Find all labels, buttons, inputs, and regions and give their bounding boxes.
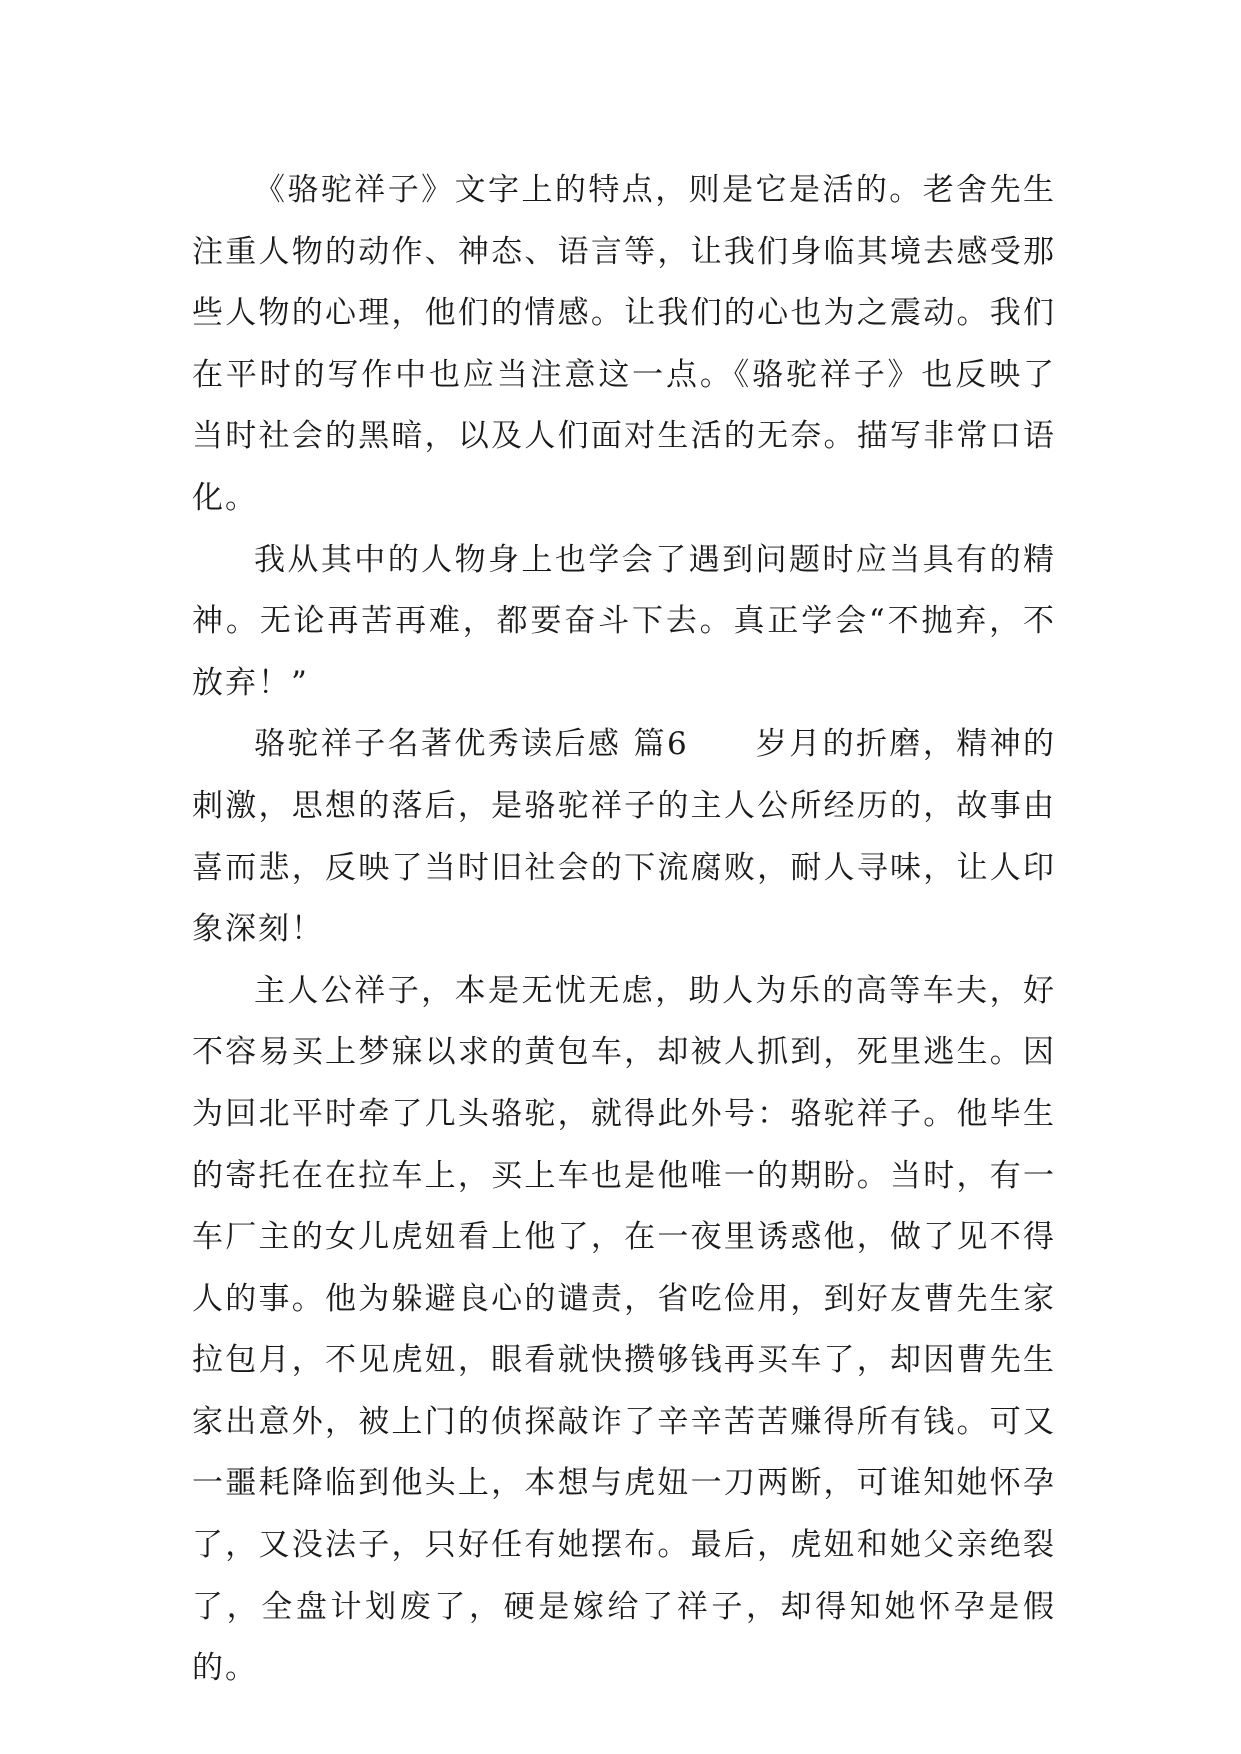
paragraph-writing-style: 《骆驼祥子》文字上的特点，则是它是活的。老舍先生注重人物的动作、神态、语言等，让我们身临其境去感受那些人物的心理，他们的情感。让我们的心也为之震动。我们在平时的写作中也应当注意这一点。《骆驼祥子》也反映了当时社会的黑暗，以及人们面对生活的无奈。描写非常口语化。 bbox=[192, 172, 1056, 516]
paragraph-essay-6-intro: 骆驼祥子名著优秀读后感 篇6 岁月的折磨，精神的刺激，思想的落后，是骆驼祥子的主人公所经历的，故事由喜而悲，反映了当时旧社会的下流腐败，耐人寻味，让人印象深刻！ bbox=[192, 726, 1056, 948]
paragraph-spirit: 我从其中的人物身上也学会了遇到问题时应当具有的精神。无论再苦再难，都要奋斗下去。真正学会“不抛弃，不放弃！” bbox=[192, 541, 1056, 701]
document-page bbox=[192, 160, 1056, 1700]
paragraph-plot-summary: 主人公祥子，本是无忧无虑，助人为乐的高等车夫，好不容易买上梦寐以求的黄包车，却被人抓到，死里逃生。因为回北平时牵了几头骆驼，就得此外号：骆驼祥子。他毕生的寄托在在拉车上，买上车也是他唯一的期盼。当时，有一车厂主的女儿虎妞看上他了，在一夜里诱惑他，做了见不得人的事。他为躲避良心的谴责，省吃俭用，到好友曹先生家拉包月，不见虎妞，眼看就快攒够钱再买车了，却因曹先生家出意外，被上门的侦探敲诈了辛辛苦苦赚得所有钱。可又一噩耗降临到他头上，本想与虎妞一刀两断，可谁知她怀孕了，又没法子，只好任有她摆布。最后，虎妞和她父亲绝裂了，全盘计划废了，硬是嫁给了祥子，却得知她怀孕是假的。 bbox=[192, 972, 1056, 1687]
